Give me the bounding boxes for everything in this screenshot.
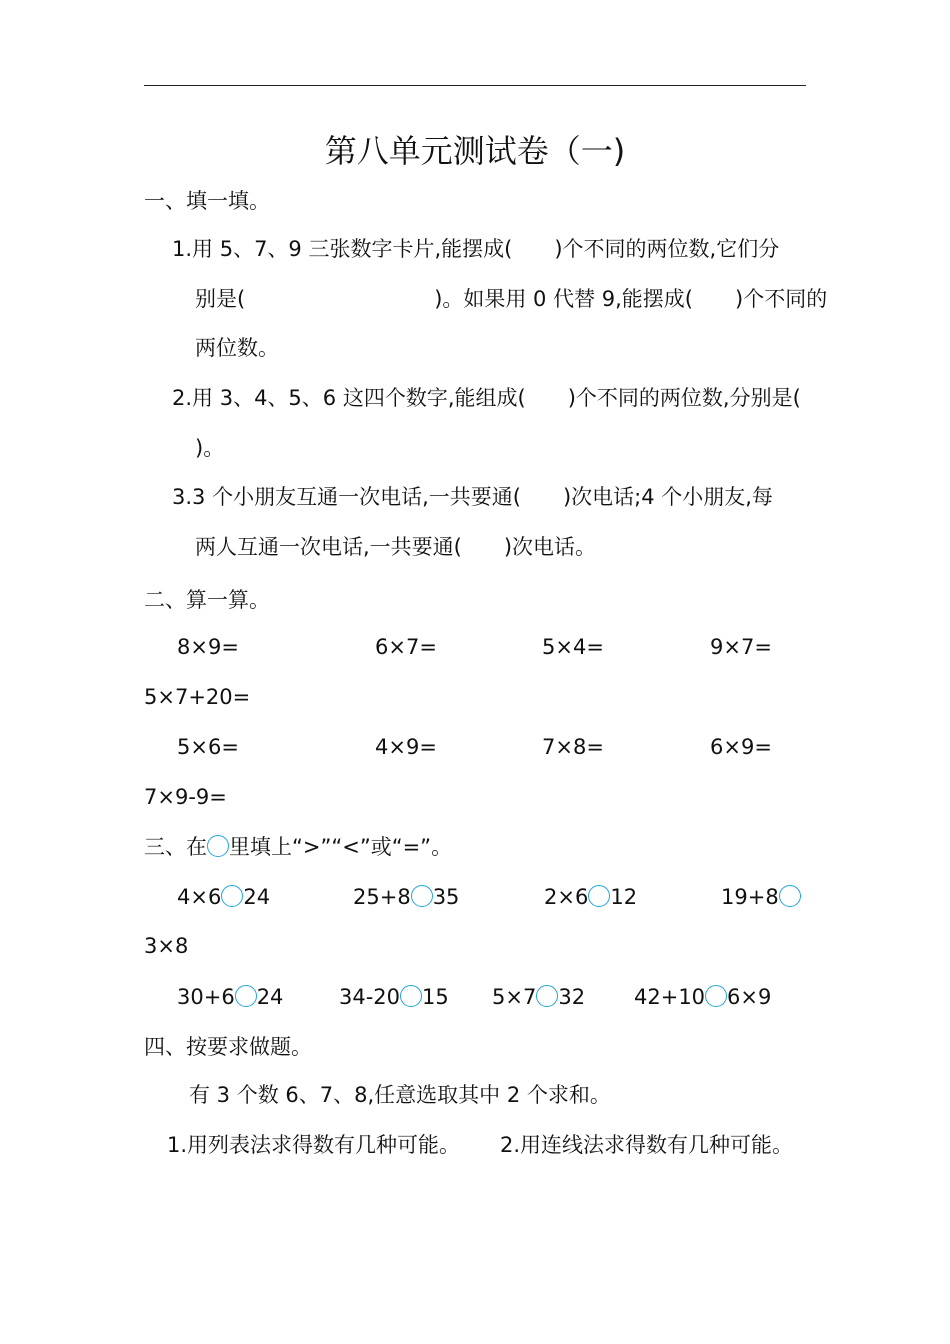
- calc-item: 5×4=: [542, 635, 604, 659]
- q3-line2: 两人互通一次电话,一共要通( )次电话。: [195, 535, 597, 559]
- section1-heading: 一、填一填。: [144, 189, 270, 213]
- compare-item: [634, 982, 771, 1012]
- compare-right: 35: [432, 885, 460, 909]
- q1-line2: 别是( )。如果用 0 代替 9,能摆成( )个不同的: [195, 287, 828, 311]
- section4-task1: 1.用列表法求得数有几种可能。: [167, 1133, 461, 1157]
- compare-item: [339, 982, 449, 1012]
- header-rule: [144, 85, 806, 86]
- compare-left: 4×6: [177, 885, 222, 909]
- q3-line1: 3.3 个小朋友互通一次电话,一共要通( )次电话;4 个小朋友,每: [172, 485, 773, 509]
- compare-right: 32: [558, 985, 586, 1009]
- compare-circle-input[interactable]: [235, 985, 257, 1007]
- compare-item: [177, 882, 270, 912]
- section2-heading: 二、算一算。: [144, 588, 270, 612]
- calc-item: 7×9-9=: [144, 785, 227, 809]
- compare-right: 15: [422, 985, 449, 1009]
- compare-item: [492, 982, 585, 1012]
- compare-left: 25+8: [353, 885, 411, 909]
- calc-item: 5×7+20=: [144, 685, 251, 709]
- section4-intro: 有 3 个数 6、7、8,任意选取其中 2 个求和。: [189, 1083, 611, 1107]
- compare-item: [353, 882, 459, 912]
- compare-item: [721, 882, 801, 912]
- compare-circle-input[interactable]: [411, 885, 433, 907]
- calc-item: 8×9=: [177, 635, 239, 659]
- compare-left: 5×7: [492, 985, 537, 1009]
- section3-heading: [144, 832, 452, 862]
- compare-left: 2×6: [544, 885, 589, 909]
- compare-circle-input[interactable]: [536, 985, 558, 1007]
- compare-right: 24: [256, 985, 284, 1009]
- page-title: 第八单元测试卷（一): [324, 132, 626, 170]
- q1-line1: 1.用 5、7、9 三张数字卡片,能摆成( )个不同的两位数,它们分: [172, 237, 780, 261]
- compare-left: 30+6: [177, 985, 235, 1009]
- calc-item: 4×9=: [375, 735, 437, 759]
- section4-task2: 2.用连线法求得数有几种可能。: [500, 1133, 794, 1157]
- compare-circle-icon: [207, 835, 229, 857]
- compare-right: 12: [610, 885, 638, 909]
- compare-wrap: 3×8: [144, 934, 189, 958]
- compare-circle-input[interactable]: [779, 885, 801, 907]
- calc-item: 6×9=: [710, 735, 772, 759]
- q1-line3: 两位数。: [195, 336, 279, 360]
- q2-line1: 2.用 3、4、5、6 这四个数字,能组成( )个不同的两位数,分别是(: [172, 386, 801, 410]
- compare-right: 6×9: [727, 985, 772, 1009]
- compare-circle-input[interactable]: [221, 885, 243, 907]
- compare-left: 34-20: [339, 985, 401, 1009]
- compare-left: 42+10: [634, 985, 706, 1009]
- q2-line2: )。: [195, 436, 225, 460]
- compare-circle-input[interactable]: [705, 985, 727, 1007]
- compare-circle-input[interactable]: [400, 985, 422, 1007]
- calc-item: 9×7=: [710, 635, 772, 659]
- calc-item: 6×7=: [375, 635, 437, 659]
- compare-item: [544, 882, 637, 912]
- compare-circle-input[interactable]: [588, 885, 610, 907]
- compare-item: [177, 982, 283, 1012]
- section4-heading: 四、按要求做题。: [144, 1035, 312, 1059]
- calc-item: 7×8=: [542, 735, 604, 759]
- section3-heading-post: 里填上“>”“<”或“=”。: [229, 835, 453, 859]
- section3-heading-pre: 三、在: [144, 835, 207, 859]
- compare-left: 19+8: [721, 885, 779, 909]
- calc-item: 5×6=: [177, 735, 239, 759]
- compare-right: 24: [243, 885, 271, 909]
